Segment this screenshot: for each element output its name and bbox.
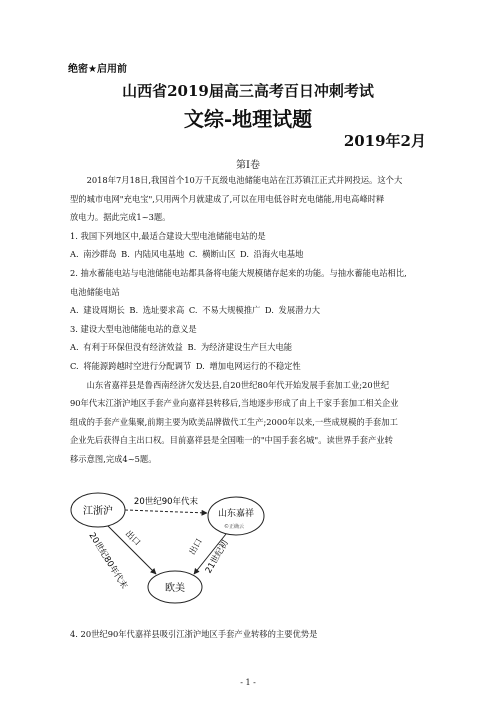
node-jiangzhehu-label: 江浙沪 <box>83 506 113 517</box>
passage2-line: 企业先后获得自主出口权。目前嘉祥县是全国唯一的"中国手套名城"。读世界手套产业转 <box>70 435 393 446</box>
right-outlet-label: 出口 <box>187 537 205 557</box>
left-era-label: 20世纪80年代末 <box>86 531 129 591</box>
question-4-stem: 4. 20世纪90年代嘉祥县吸引江浙沪地区手套产业转移的主要优势是 <box>70 629 318 639</box>
watermark: ©正确云 <box>223 524 245 530</box>
question-3-stem: 3. 建设大型电池储能电站的意义是 <box>70 323 197 334</box>
arrow-transfer-label: 20世纪90年代末 <box>133 497 199 507</box>
passage2-line: 组成的手套产业集聚,前期主要为欧美品牌做代工生产;2000年以来,一些成规模的手套加工 <box>70 416 398 427</box>
node-oumei-label: 欧美 <box>165 583 185 594</box>
question-block-1 <box>70 171 430 469</box>
confidential-mark: 绝密★启用前 <box>68 64 127 75</box>
question-3-options: A. 有利于环保但没有经济效益 B. 为经济建设生产巨大电能 <box>70 342 293 353</box>
passage1-line: 2018年7月18日,我国首个10万千瓦级电池储能电站在江苏镇江正式并网投运。这个大 <box>86 175 403 185</box>
left-outlet-label: 出口 <box>122 529 142 549</box>
arrow-transfer <box>125 510 207 513</box>
glove-industry-transfer-diagram <box>68 488 268 606</box>
passage2-line: 移示意图,完成4~5题。 <box>70 453 157 464</box>
passage2-line: 90年代末江浙沪地区手套产业向嘉祥县转移后,当地逐步形成了由上千家手套加工相关企业 <box>70 398 399 409</box>
passage2-line: 山东省嘉祥县是鲁西南经济欠发达县,自20世纪80年代开始发展手套加工业;20世纪 <box>86 379 390 390</box>
exam-title: 山西省2019届高三高考百日冲刺考试 <box>122 82 374 100</box>
question-3-options: C. 将能源跨越时空进行分配调节 D. 增加电网运行的不稳定性 <box>70 360 301 371</box>
exam-date: 2019年2月 <box>343 132 426 150</box>
right-era-label: 21世纪初 <box>203 538 231 576</box>
question-1-options: A. 南沙群岛 B. 内陆风电基地 C. 横断山区 D. 沿海火电基地 <box>70 249 304 260</box>
passage1-line: 型的城市电网"充电宝",只用两个月就建成了,可以在用电低谷时充电储能,用电高峰时释 <box>70 193 385 204</box>
subject-title: 文综-地理试题 <box>183 107 313 131</box>
question-1-stem: 1. 我国下列地区中,最适合建设大型电池储能电站的是 <box>70 230 266 241</box>
question-2-stem: 电池储能电站 <box>70 286 120 297</box>
question-2-stem: 2. 抽水蓄能电站与电池储能电站都具备将电能大规模储存起来的功能。与抽水蓄能电站相比, <box>70 267 407 278</box>
question-2-options: A. 建设周期长 B. 选址要求高 C. 不易大规模推广 D. 发展潜力大 <box>70 305 321 316</box>
node-shandong-label: 山东嘉祥 <box>217 509 255 519</box>
page-number: - 1 - <box>240 678 256 687</box>
section-heading: 第Ⅰ卷 <box>236 160 260 171</box>
passage1-line: 放电力。据此完成1~3题。 <box>70 212 171 223</box>
